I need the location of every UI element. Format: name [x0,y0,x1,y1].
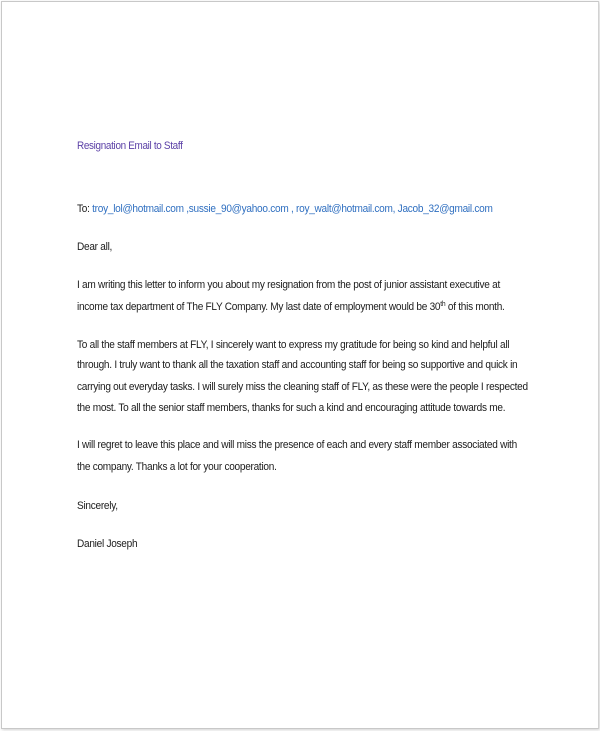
signature-name: Daniel Joseph [77,538,138,550]
document-page [1,1,599,729]
paragraph-1-line-2-end: of this month. [445,301,505,313]
paragraph-2-line-1: To all the staff members at FLY, I sincerely want to express my gratitude for being so kind and helpful all [77,339,510,351]
recipient-emails[interactable]: troy_lol@hotmail.com ,sussie_90@yahoo.com , roy_walt@hotmail.com, Jacob_32@gmail.com [92,203,493,215]
recipients-line [77,203,493,215]
ordinal-suffix: th [440,299,446,308]
closing: Sincerely, [77,500,118,512]
paragraph-1-line-2 [77,301,505,313]
paragraph-3-line-1: I will regret to leave this place and will miss the presence of each and every staff member associated with [77,439,517,451]
paragraph-2-line-4: the most. To all the senior staff members, thanks for such a kind and encouraging attitude towards me. [77,402,506,414]
document-title: Resignation Email to Staff [77,140,183,152]
paragraph-3-line-2: the company. Thanks a lot for your cooperation. [77,461,277,473]
paragraph-1-line-1: I am writing this letter to inform you about my resignation from the post of junior assistant executive at [77,279,501,291]
paragraph-2-line-3: carrying out everyday tasks. I will surely miss the cleaning staff of FLY, as these were the people I respected [77,381,528,393]
paragraph-2-line-2: through. I truly want to thank all the taxation staff and accounting staff for being so supportive and quick in [77,359,518,371]
greeting: Dear all, [77,241,113,253]
to-label: To: [77,203,93,215]
paragraph-1-line-2-text: income tax department of The FLY Company. My last date of employment would be 30 [77,301,441,313]
